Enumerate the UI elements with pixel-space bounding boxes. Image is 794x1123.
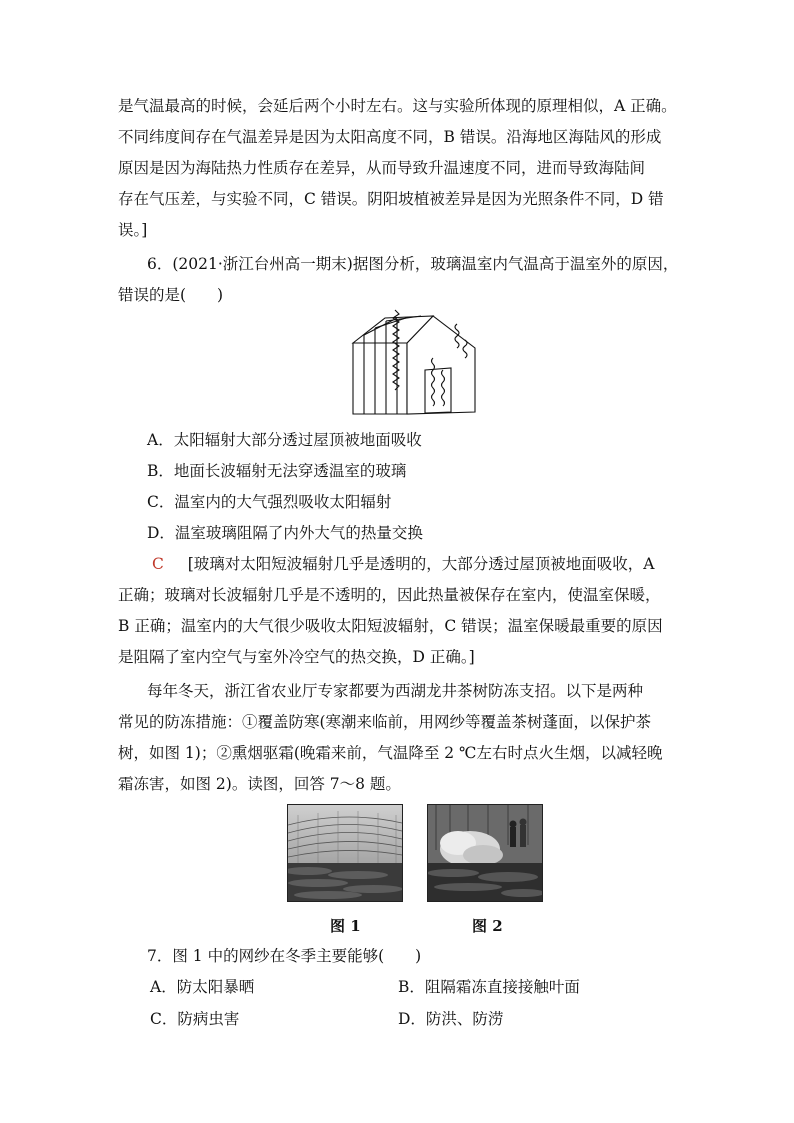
q6-option-c: C．温室内的大气强烈吸收太阳辐射 xyxy=(147,493,392,511)
q6-explanation-line: B 正确；温室内的大气很少吸收太阳短波辐射，C 错误；温室保暖最重要的原因 xyxy=(118,617,663,635)
figure-2-caption: 图 2 xyxy=(472,917,503,935)
passage-line: 霜冻害，如图 2)。读图，回答 7～8 题。 xyxy=(118,775,401,793)
passage-line: 常见的防冻措施：①覆盖防寒(寒潮来临前，用网纱等覆盖茶树蓬面，以保护茶 xyxy=(118,713,652,731)
explanation-line: 不同纬度间存在气温差异是因为太阳高度不同，B 错误。沿海地区海陆风的形成 xyxy=(118,128,662,146)
explanation-line: 是气温最高的时候，会延后两个小时左右。这与实验所体现的原理相似，A 正确。 xyxy=(118,97,677,115)
q6-explanation-line: 是阻隔了室内空气与室外冷空气的热交换，D 正确。] xyxy=(118,648,475,666)
q7-stem: 7．图 1 中的网纱在冬季主要能够( ) xyxy=(147,947,422,965)
q6-explanation-line: 正确；玻璃对长波辐射几乎是不透明的，因此热量被保存在室内，使温室保暖， xyxy=(118,586,661,604)
q6-option-d: D．温室玻璃阻隔了内外大气的热量交换 xyxy=(147,524,423,542)
q7-option-d: D．防洪、防涝 xyxy=(398,1010,504,1028)
explanation-line: 误。] xyxy=(118,221,148,239)
figure-1-photo xyxy=(287,804,403,902)
figure-1-caption: 图 1 xyxy=(330,917,361,935)
passage-line: 树，如图 1)；②熏烟驱霜(晚霜来前，气温降至 2 ℃左右时点火生烟，以减轻晚 xyxy=(118,744,663,762)
greenhouse-diagram xyxy=(345,308,485,420)
q6-stem: 6．(2021·浙江台州高一期末)据图分析，玻璃温室内气温高于温室外的原因， xyxy=(147,255,679,273)
figure-2-photo xyxy=(427,804,543,902)
q6-explanation: [玻璃对太阳短波辐射几乎是透明的，大部分透过屋顶被地面吸收，A xyxy=(187,555,655,573)
q7-option-b: B．阻隔霜冻直接接触叶面 xyxy=(398,978,580,996)
q7-option-a: A．防太阳暴晒 xyxy=(150,978,255,996)
explanation-line: 存在气压差，与实验不同，C 错误。阴阳坡植被差异是因为光照条件不同，D 错 xyxy=(118,190,664,208)
q6-option-b: B．地面长波辐射无法穿透温室的玻璃 xyxy=(147,462,407,480)
q7-option-c: C．防病虫害 xyxy=(150,1010,240,1028)
q6-answer-line xyxy=(152,554,712,574)
q6-stem-cont: 错误的是( ) xyxy=(118,286,224,304)
q6-option-a: A．太阳辐射大部分透过屋顶被地面吸收 xyxy=(147,431,422,449)
passage-line: 每年冬天，浙江省农业厅专家都要为西湖龙井茶树防冻支招。以下是两种 xyxy=(147,682,644,700)
q6-answer: C xyxy=(152,555,164,573)
explanation-line: 原因是因为海陆热力性质存在差异，从而导致升温速度不同，进而导致海陆间 xyxy=(118,159,646,177)
